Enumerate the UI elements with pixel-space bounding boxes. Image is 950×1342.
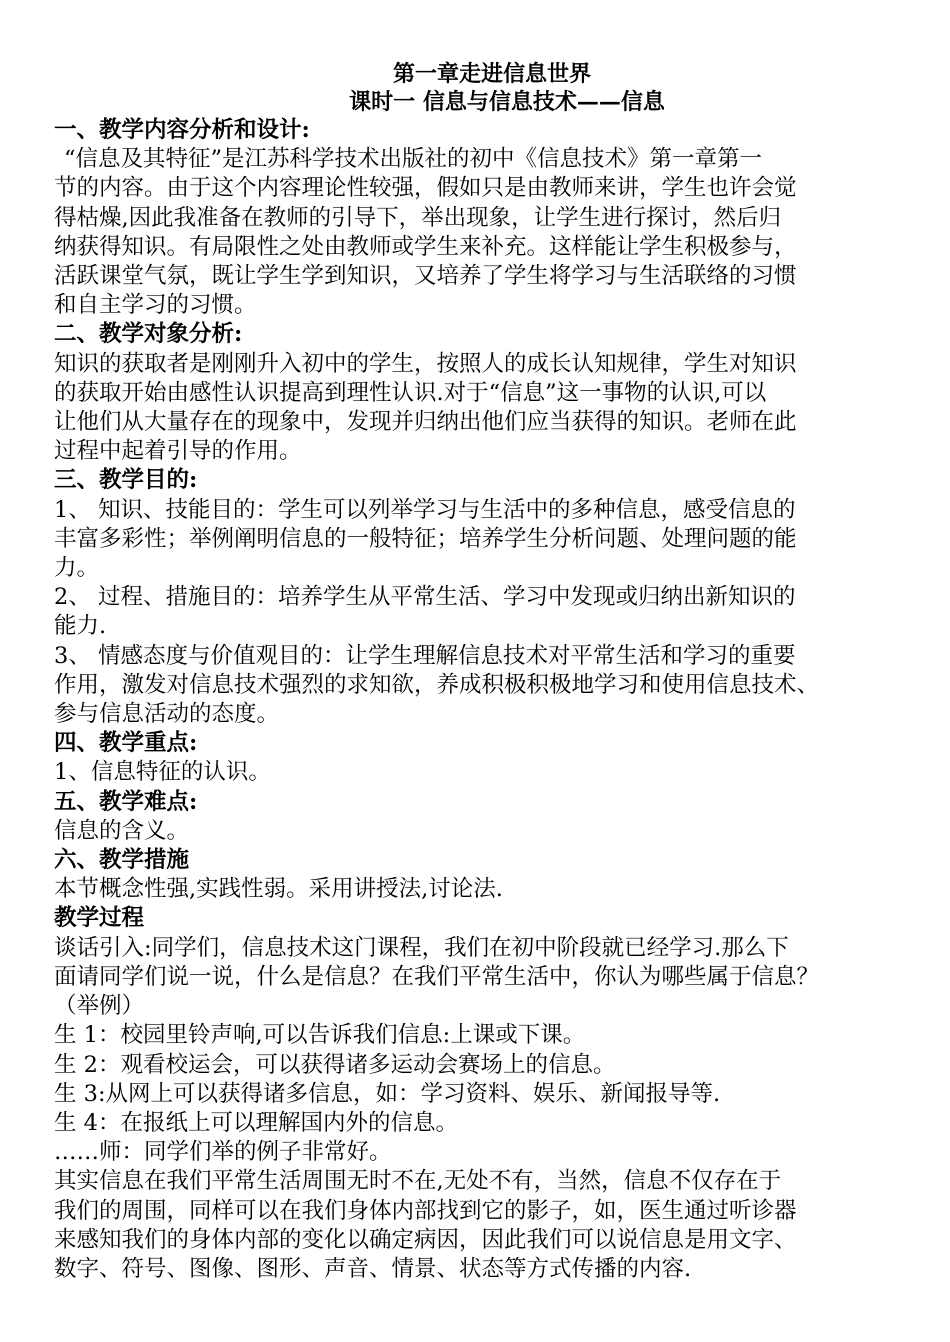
section-heading: 三、教学目的: [54,467,198,494]
text-line: （举例） [54,993,145,1020]
text-line: 生 1：校园里铃声响,可以告诉我们信息:上课或下课。 [54,1022,586,1049]
text-line: 其实信息在我们平常生活周围无时不在,无处不有，当然，信息不仅存在于 [54,1168,782,1195]
text-line: 力。 [54,555,100,582]
chapter-title: 第一章走进信息世界 [392,61,591,87]
text-line: 纳获得知识。有局限性之处由教师或学生来补充。这样能让学生积极参与， [54,233,797,260]
text-line: 能力. [54,613,107,640]
lesson-title: 课时一 信息与信息技术——信息 [349,89,665,115]
document-page [54,60,900,1284]
text-line: 生 3:从网上可以获得诸多信息，如：学习资料、娱乐、新闻报导等. [54,1080,721,1107]
text-line: 我们的周围，同样可以在我们身体内部找到它的影子，如，医生通过听诊器 [54,1197,797,1224]
text-line: 1、 知识、技能目的：学生可以列举学习与生活中的多种信息，感受信息的 [54,496,796,523]
section-heading: 二、教学对象分析: [54,321,243,348]
text-line: 作用，激发对信息技术强烈的求知欲，养成积极积极地学习和使用信息技术、 [54,671,820,698]
text-line: 2、 过程、措施目的：培养学生从平常生活、学习中发现或归纳出新知识的 [54,584,796,611]
text-line: 数字、符号、图像、图形、声音、情景、状态等方式传播的内容. [54,1255,692,1282]
text-line: 得枯燥,因此我准备在教师的引导下，举出现象，让学生进行探讨，然后归 [54,204,782,231]
text-line: 生 4：在报纸上可以理解国内外的信息。 [54,1109,458,1136]
text-line: 信息的含义。 [54,817,190,844]
section-heading: 四、教学重点: [54,730,198,757]
text-line: 面请同学们说一说，什么是信息？在我们平常生活中，你认为哪些属于信息？ [54,963,820,990]
text-line: 的获取开始由感性认识提高到理性认识.对于“信息”这一事物的认识,可以 [54,379,767,406]
text-line: 1、信息特征的认识。 [54,759,271,786]
section-heading: 五、教学难点: [54,788,198,815]
text-line: 3、 情感态度与价值观目的：让学生理解信息技术对平常生活和学习的重要 [54,642,796,669]
text-line: 参与信息活动的态度。 [54,701,280,728]
section-heading: 六、教学措施 [54,847,190,874]
document-body [54,116,900,1284]
text-line: 让他们从大量存在的现象中，发现并归纳出他们应当获得的知识。老师在此 [54,409,797,436]
text-line: 活跃课堂气氛，既让学生学到知识，又培养了学生将学习与生活联络的习惯 [54,263,797,290]
text-line: “信息及其特征”是江苏科学技术出版社的初中《信息技术》第一章第一 [64,146,763,173]
text-line: 过程中起着引导的作用。 [54,438,302,465]
text-line: 谈话引入:同学们，信息技术这门课程，我们在初中阶段就已经学习.那么下 [54,934,789,961]
text-line: 知识的获取者是刚刚升入初中的学生，按照人的成长认知规律，学生对知识 [54,350,797,377]
text-line: ……师：同学们举的例子非常好。 [54,1139,392,1166]
text-line: 节的内容。由于这个内容理论性较强，假如只是由教师来讲，学生也许会觉 [54,175,797,202]
text-line: 本节概念性强,实践性弱。采用讲授法,讨论法. [54,876,503,903]
text-line: 生 2：观看校运会，可以获得诸多运动会赛场上的信息。 [54,1051,616,1078]
text-line: 和自主学习的习惯。 [54,292,257,319]
section-heading: 教学过程 [54,905,145,932]
text-line: 丰富多彩性；举例阐明信息的一般特征；培养学生分析问题、处理问题的能 [54,525,797,552]
section-heading: 一、教学内容分析和设计: [54,117,310,143]
text-line: 来感知我们的身体内部的变化以确定病因，因此我们可以说信息是用文字、 [54,1226,797,1253]
